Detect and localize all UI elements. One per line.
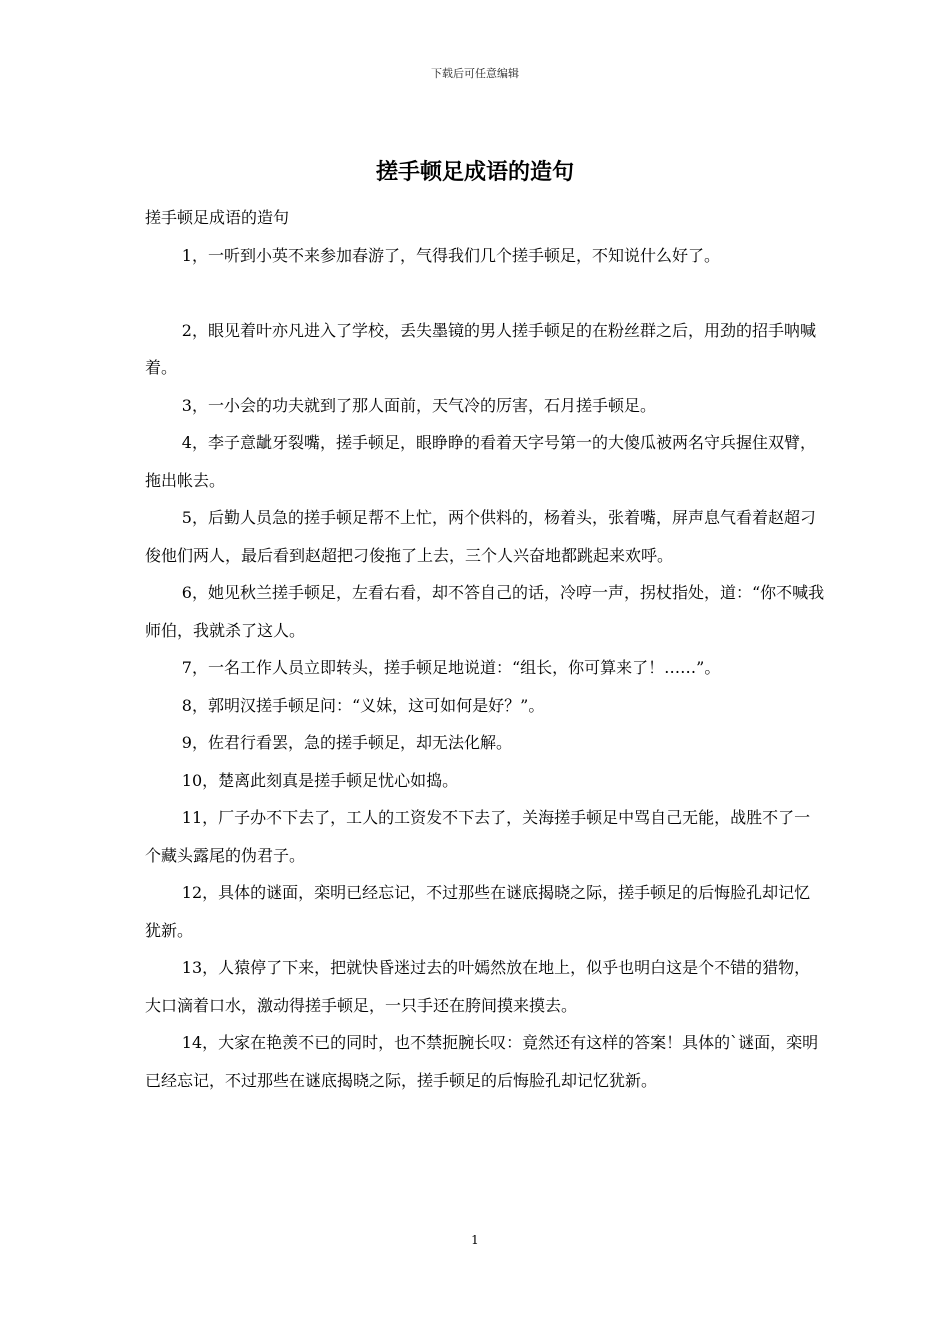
page-header: 下载后可任意编辑 bbox=[431, 67, 519, 80]
sentence-12: 12，具体的谜面，栾明已经忘记，不过那些在谜底揭晓之际，搓手顿足的后悔脸孔却记忆犹新。 bbox=[145, 883, 811, 940]
sentence-1: 1，一听到小英不来参加春游了，气得我们几个搓手顿足，不知说什么好了。 bbox=[181, 245, 720, 265]
document-title: 搓手顿足成语的造句 bbox=[375, 159, 574, 185]
sentence-14: 14，大家在艳羡不已的同时，也不禁扼腕长叹：竟然还有这样的答案！具体的`谜面，栾明已经忘记，不过那些在谜底揭晓之际，搓手顿足的后悔脸孔却记忆犹新。 bbox=[145, 1033, 819, 1090]
sentence-5: 5，后勤人员急的搓手顿足帮不上忙，两个供料的，杨着头，张着嘴，屏声息气看着赵超刁俊他们两人，最后看到赵超把刁俊拖了上去，三个人兴奋地都跳起来欢呼。 bbox=[145, 508, 816, 565]
page-number: 1 bbox=[471, 1233, 479, 1247]
sentence-7: 7，一名工作人员立即转头，搓手顿足地说道：“组长，你可算来了！……”。 bbox=[181, 658, 721, 677]
sentence-6: 6，她见秋兰搓手顿足，左看右看，却不答自己的话，冷哼一声，拐杖指处，道：“你不喊我师伯，我就杀了这人。 bbox=[145, 583, 825, 640]
document-subtitle: 搓手顿足成语的造句 bbox=[145, 208, 290, 227]
sentence-4: 4，李子意龇牙裂嘴，搓手顿足，眼睁睁的看着天字号第一的大傻瓜被两名守兵握住双臂，拖出帐去。 bbox=[145, 433, 816, 490]
sentence-10: 10，楚离此刻真是搓手顿足忧心如捣。 bbox=[181, 770, 459, 790]
sentence-9: 9，佐君行看罢，急的搓手顿足，却无法化解。 bbox=[181, 733, 512, 752]
sentence-3: 3，一小会的功夫就到了那人面前，天气冷的厉害，石月搓手顿足。 bbox=[181, 395, 656, 415]
sentence-8: 8，郭明汉搓手顿足问：“义妹，这可如何是好？”。 bbox=[181, 695, 545, 715]
sentence-13: 13，人猿停了下来，把就快昏迷过去的叶嫣然放在地上，似乎也明白这是个不错的猎物，大口滴着口水，激动得搓手顿足，一只手还在胯间摸来摸去。 bbox=[145, 958, 811, 1015]
document-body bbox=[145, 199, 825, 1099]
sentence-2: 2，眼见着叶亦凡进入了学校，丢失墨镜的男人搓手顿足的在粉丝群之后，用劲的招手呐喊着。 bbox=[145, 320, 816, 377]
sentence-11: 11，厂子办不下去了，工人的工资发不下去了，关海搓手顿足中骂自己无能，战胜不了一个藏头露尾的伪君子。 bbox=[145, 808, 811, 865]
